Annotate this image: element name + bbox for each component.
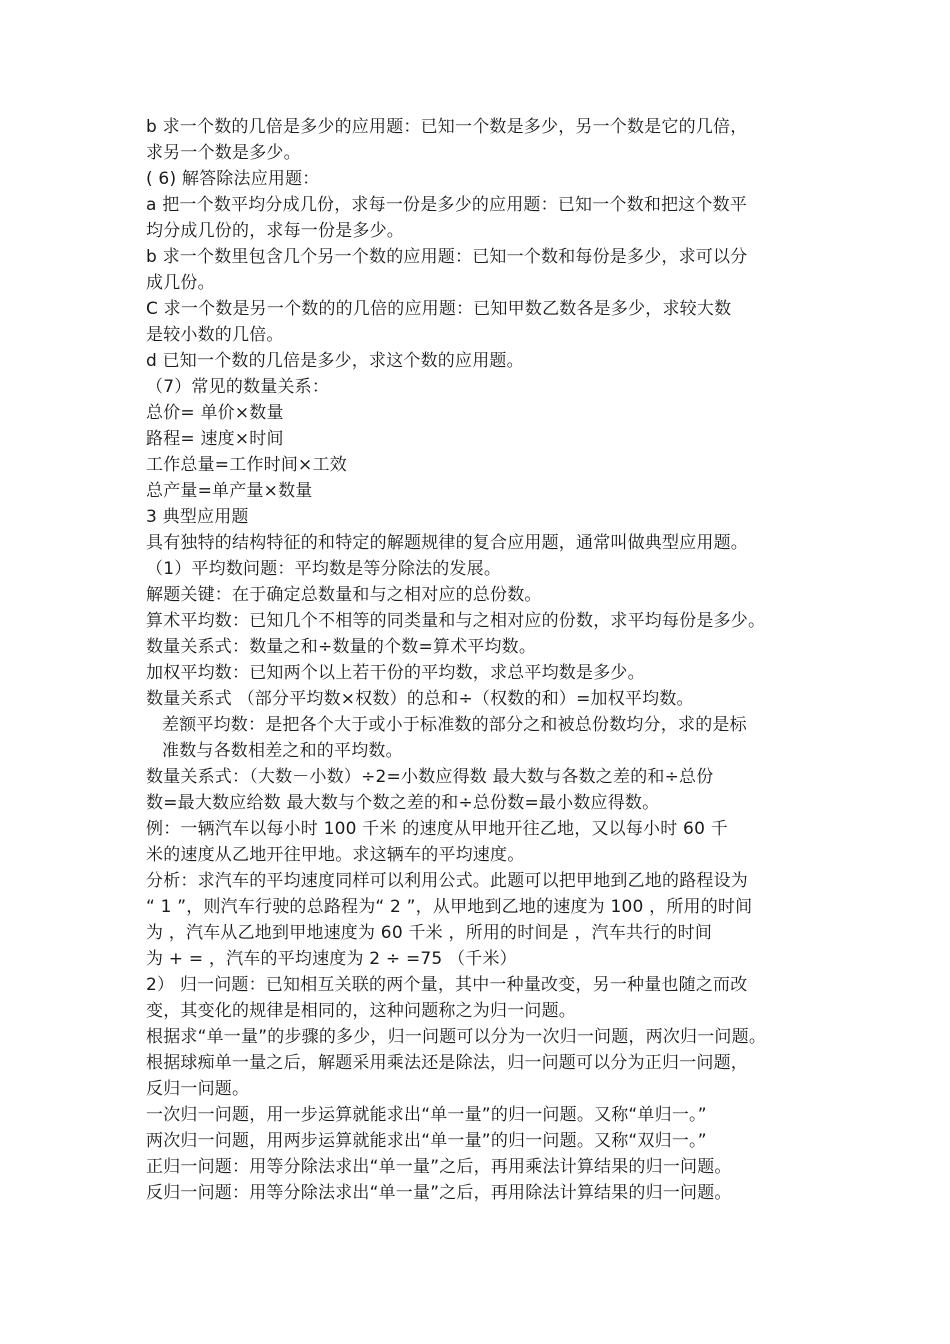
text-line: 具有独特的结构特征的和特定的解题规律的复合应用题，通常叫做典型应用题。 [146, 533, 748, 553]
formula-line: 工作总量=工作时间×工效 [146, 455, 347, 475]
text-line: 数=最大数应给数 最大数与个数之差的和÷总份数=最小数应得数。 [146, 793, 660, 813]
section-heading: （7）常见的数量关系： [146, 377, 330, 397]
text-line: 是较小数的几倍。 [146, 325, 284, 345]
text-line: d 已知一个数的几倍是多少，求这个数的应用题。 [146, 351, 524, 371]
formula-line: 总价= 单价×数量 [146, 403, 284, 423]
text-line: 米的速度从乙地开往甲地。求这辆车的平均速度。 [146, 845, 525, 865]
text-line: 差额平均数：是把各个大于或小于标准数的部分之和被总份数均分，求的是标 [162, 715, 747, 735]
text-line: b 求一个数的几倍是多少的应用题：已知一个数是多少，另一个数是它的几倍， [146, 117, 748, 137]
text-line: 为 ，汽车从乙地到甲地速度为 60 千米 ，所用的时间是 ，汽车共行的时间 [146, 923, 713, 943]
text-line: 变，其变化的规律是相同的，这种问题称之为归一问题。 [146, 1001, 576, 1021]
text-line: 算术平均数：已知几个不相等的同类量和与之相对应的份数，求平均每份是多少。 [146, 611, 766, 631]
section-heading: ( 6) 解答除法应用题： [146, 169, 320, 189]
text-line: 正归一问题：用等分除法求出“单一量”之后，再用乘法计算结果的归一问题。 [146, 1157, 732, 1177]
text-line: 加权平均数：已知两个以上若干份的平均数，求总平均数是多少。 [146, 663, 645, 683]
text-line: “ 1 ”，则汽车行驶的总路程为“ 2 ”，从甲地到乙地的速度为 100 ，所用的时间 [146, 897, 753, 917]
text-line: 例：一辆汽车以每小时 100 千米 的速度从甲地开往乙地，又以每小时 60 千 [146, 819, 728, 839]
text-line: b 求一个数里包含几个另一个数的应用题：已知一个数和每份是多少，求可以分 [146, 247, 748, 267]
text-line: 数量关系式：数量之和÷数量的个数=算术平均数。 [146, 637, 537, 657]
text-line: 准数与各数相差之和的平均数。 [162, 741, 403, 761]
section-heading: 2） 归一问题：已知相互关联的两个量，其中一种量改变，另一种量也随之而改 [146, 975, 748, 995]
text-line: 根据球痴单一量之后，解题采用乘法还是除法，归一问题可以分为正归一问题， [146, 1053, 748, 1073]
formula-line: 总产量=单产量×数量 [146, 481, 313, 501]
text-line: 数量关系式 （部分平均数×权数）的总和÷（权数的和）=加权平均数。 [146, 689, 694, 709]
text-line: 根据求“单一量”的步骤的多少，归一问题可以分为一次归一问题，两次归一问题。 [146, 1027, 767, 1047]
text-line: 解题关键：在于确定总数量和与之相对应的总份数。 [146, 585, 542, 605]
text-line: C 求一个数是另一个数的的几倍的应用题：已知甲数乙数各是多少，求较大数 [146, 299, 732, 319]
text-line: 一次归一问题，用一步运算就能求出“单一量”的归一问题。又称“单归一。” [146, 1105, 707, 1125]
text-line: a 把一个数平均分成几份，求每一份是多少的应用题：已知一个数和把这个数平 [146, 195, 748, 215]
section-heading: 3 典型应用题 [146, 507, 249, 527]
text-line: 数量关系式：（大数－小数）÷2=小数应得数 最大数与各数之差的和÷总份 [146, 767, 714, 787]
section-heading: （1）平均数问题：平均数是等分除法的发展。 [146, 559, 502, 579]
text-line: 求另一个数是多少。 [146, 143, 301, 163]
text-line: 反归一问题：用等分除法求出“单一量”之后，再用除法计算结果的归一问题。 [146, 1183, 732, 1203]
text-line: 分析：求汽车的平均速度同样可以利用公式。此题可以把甲地到乙地的路程设为 [146, 871, 748, 891]
text-line: 成几份。 [146, 273, 215, 293]
text-line: 两次归一问题，用两步运算就能求出“单一量”的归一问题。又称“双归一。” [146, 1131, 707, 1151]
text-line: 为 + = ，汽车的平均速度为 2 ÷ =75 （千米） [146, 949, 517, 969]
text-line: 均分成几份的，求每一份是多少。 [146, 221, 404, 241]
formula-line: 路程= 速度×时间 [146, 429, 284, 449]
text-line: 反归一问题。 [146, 1079, 250, 1099]
